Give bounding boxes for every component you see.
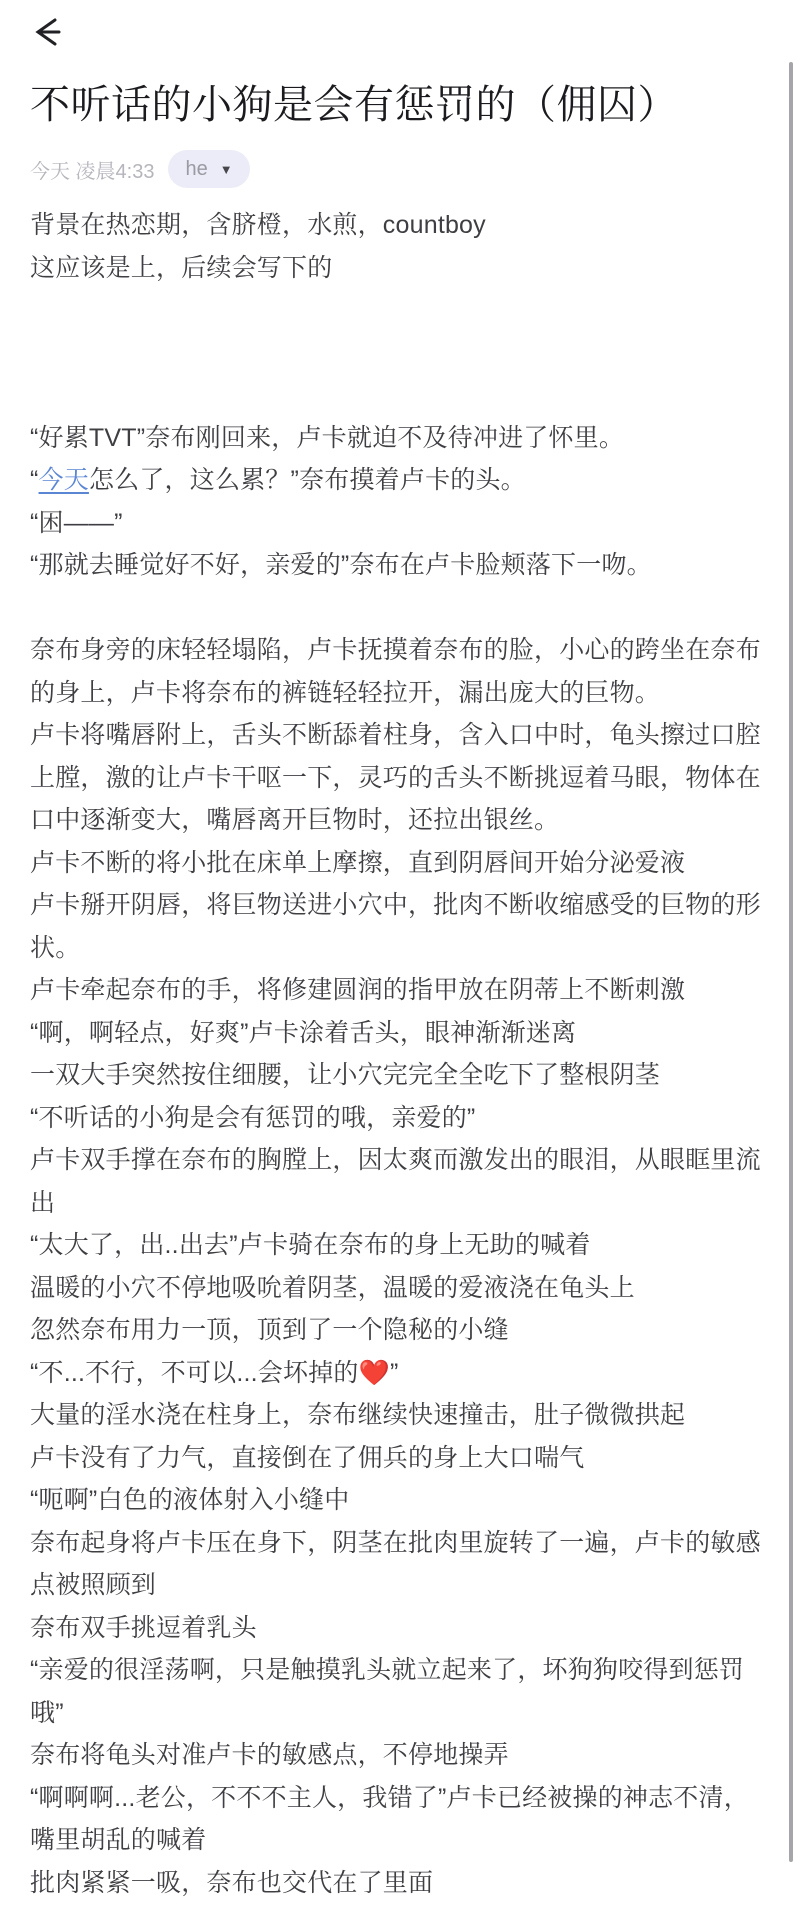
note-paragraph [30, 629, 765, 714]
text-run: “不...不行，不可以...会坏掉的 [30, 1358, 359, 1387]
note-paragraph [30, 204, 765, 247]
text-run: “不听话的小狗是会有惩罚的哦，亲爱的” [30, 1103, 476, 1132]
folder-label: he [185, 157, 208, 180]
text-run: 奈布双手挑逗着乳头 [30, 1613, 257, 1642]
text-run: 奈布身旁的床轻轻塌陷，卢卡抚摸着奈布的脸，小心的跨坐在奈布的身上，卢卡将奈布的裤链轻轻拉开，漏出庞大的巨物。 [30, 636, 761, 707]
note-paragraph [30, 502, 765, 545]
text-run: 怎么了，这么累？”奈布摸着卢卡的头。 [88, 466, 526, 494]
note-title: 不听话的小狗是会有惩罚的（佣囚） [30, 83, 678, 127]
text-run: 一双大手突然按住细腰，让小穴完完全全吃下了整根阴茎 [30, 1061, 661, 1089]
text-run: 大量的淫水浇在柱身上，奈布继续快速撞击，肚子微微拱起 [30, 1401, 686, 1429]
note-timestamp: 今天 凌晨4:33 [30, 160, 155, 183]
text-run: “亲爱的很淫荡啊，只是触摸乳头就立起来了，坏狗狗咬得到惩罚哦” [30, 1656, 745, 1727]
text-run: 卢卡掰开阴唇，将巨物送进小穴中，批肉不断收缩感受的巨物的形状。 [30, 891, 761, 962]
back-button[interactable] [26, 12, 66, 52]
text-run: 忽然奈布用力一顶，顶到了一个隐秘的小缝 [30, 1316, 509, 1344]
note-paragraph [30, 1607, 765, 1650]
text-run: 卢卡没有了力气，直接倒在了佣兵的身上大口喘气 [30, 1443, 585, 1472]
text-run: “太大了，出..出去”卢卡骑在奈布的身上无助的喊着 [30, 1231, 591, 1259]
note-paragraph [30, 1437, 765, 1480]
text-run: 这应该是上，后续会写下的 [30, 253, 333, 282]
folder-selector[interactable] [168, 150, 249, 188]
note-paragraph [30, 1267, 765, 1310]
text-run: 批肉紧紧一吸，奈布也交代在了里面 [30, 1868, 434, 1897]
arrow-left-icon [28, 37, 64, 52]
text-run: 卢卡双手撑在奈布的胸膛上，因太爽而激发出的眼泪，从眼眶里流出 [30, 1146, 761, 1217]
note-paragraph [30, 1139, 765, 1224]
note-paragraph [30, 1054, 765, 1097]
text-run: ” [389, 1358, 399, 1387]
text-run: “啊啊啊...老公，不不不主人，我错了”卢卡已经被操的神志不清，嘴里胡乱的喊着 [30, 1783, 749, 1854]
heart-emoji: ❤️ [358, 1358, 390, 1387]
text-run: “呃啊”白色的液体射入小缝中 [30, 1486, 350, 1514]
text-run: “啊，啊轻点，好爽”卢卡涂着舌头，眼神渐渐迷离 [30, 1018, 577, 1047]
note-paragraph [30, 1777, 765, 1862]
note-paragraph [30, 247, 765, 290]
date-link[interactable]: 今天 [38, 466, 89, 494]
note-paragraph [30, 1012, 765, 1055]
text-run: “ [30, 466, 39, 494]
text-run: 奈布将龟头对准卢卡的敏感点，不停地操弄 [30, 1741, 509, 1769]
note-body [30, 204, 765, 1904]
text-run: 温暖的小穴不停地吸吮着阴茎，温暖的爱液浇在龟头上 [30, 1273, 635, 1302]
scrollbar-thumb[interactable] [789, 62, 793, 1862]
blank-line [30, 374, 765, 417]
note-paragraph [30, 1097, 765, 1140]
text-run: 奈布起身将卢卡压在身下，阴茎在批肉里旋转了一遍，卢卡的敏感点被照顾到 [30, 1528, 761, 1599]
text-run: 卢卡牵起奈布的手，将修建圆润的指甲放在阴蒂上不断刺激 [30, 976, 686, 1004]
note-paragraph [30, 544, 765, 587]
note-paragraph [30, 1862, 765, 1905]
blank-line [30, 289, 765, 332]
blank-line [30, 332, 765, 375]
note-paragraph [30, 459, 765, 502]
text-run: 卢卡不断的将小批在床单上摩擦，直到阴唇间开始分泌爱液 [30, 848, 686, 877]
chevron-down-icon: ▼ [219, 161, 233, 177]
note-paragraph [30, 1522, 765, 1607]
note-meta-row [30, 150, 770, 188]
text-run: “好累TVT”奈布刚回来，卢卡就迫不及待冲进了怀里。 [30, 423, 625, 452]
text-run: 背景在热恋期，含脐橙，水煎，countboy [30, 211, 486, 239]
note-paragraph [30, 1224, 765, 1267]
note-paragraph [30, 1479, 765, 1522]
blank-line [30, 587, 765, 630]
text-run: “困——” [30, 508, 123, 537]
note-paragraph [30, 1352, 765, 1395]
note-paragraph [30, 842, 765, 885]
note-paragraph [30, 1309, 765, 1352]
text-run: 卢卡将嘴唇附上，舌头不断舔着柱身，含入口中时，龟头擦过口腔上膛，激的让卢卡干呕一下，灵巧的舌头不断挑逗着马眼，物体在口中逐渐变大，嘴唇离开巨物时，还拉出银丝。 [30, 721, 761, 834]
note-paragraph [30, 969, 765, 1012]
note-paragraph [30, 1649, 765, 1734]
note-paragraph [30, 417, 765, 460]
note-paragraph [30, 1394, 765, 1437]
note-paragraph [30, 1734, 765, 1777]
note-paragraph [30, 714, 765, 842]
top-bar [0, 0, 800, 56]
text-run: “那就去睡觉好不好，亲爱的”奈布在卢卡脸颊落下一吻。 [30, 551, 652, 579]
note-paragraph [30, 884, 765, 969]
